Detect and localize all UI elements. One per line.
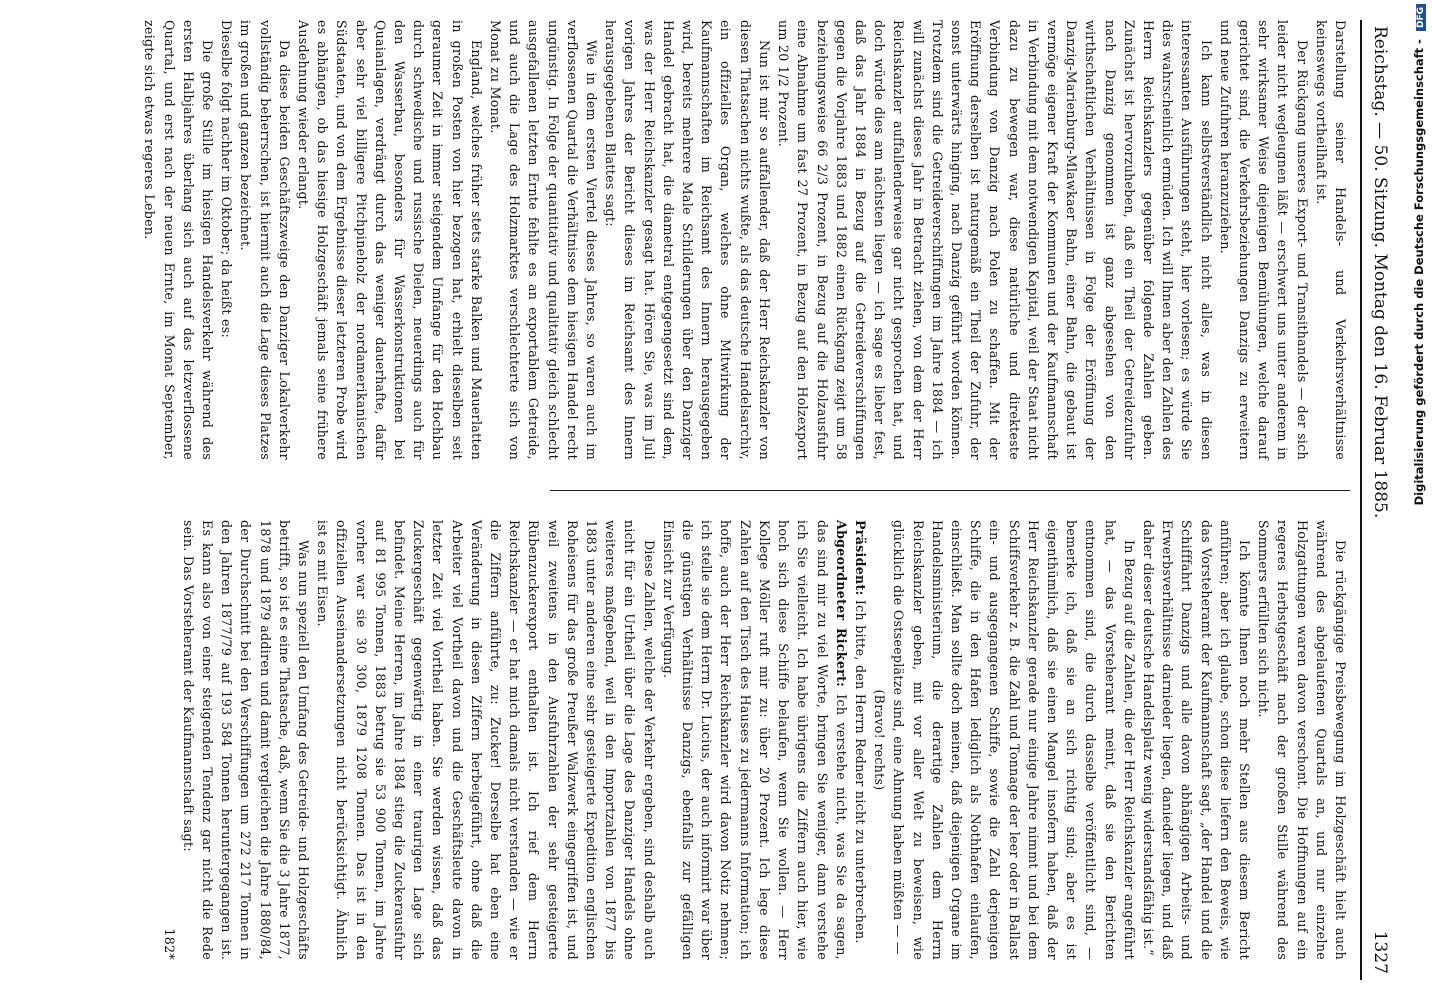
paragraph: Dieselbe folgt nachher im Oktober; da heißt es: bbox=[219, 20, 235, 339]
digitization-label bbox=[1406, 4, 1430, 994]
paragraph: Ich kann selbstverständlich nicht alles, was in diesen interessanten Ausführungen steht, hier vorlesen; es würde Sie dies wahrscheinlich ermüden. Ich will Ihnen aber den Zahlen des Herrn Reichskanzlers gegenüber folgende Zahlen geben. Zunächst ist hervorzuheben, daß ein Theil der Getreidezufuhr nach Danzig genommen ist ganz abgesehen von den wirthschaftlichen Verhältnissen in Folge der Eröffnung der Danzig-Marienburg-Mlawkaer Bahn, einer Bahn, die gebaut ist vermöge eigener Kraft der Kommunen und der Kaufmannschaft in Verbindung mit dem notwendigen Kapital, weil der Staat nicht dazu zu bewegen war, diese natürliche und direkteste Verbindung von Danzig nach Polen zu schaffen. Mit der Eröffnung derselben ist naturgemäß ein Theil der Zufuhr, der sonst unterwärts hinging, nach Danzig geführt worden können. Trotzdem sind die Getreideverschiffungen im Jahre 1884 — ich will zunächst dieses Jahr in Betracht ziehen, von dem der Herr Reichskanzler auffallenderweise gar nicht gesprochen hat, und doch würde dies am nächsten liegen — ich sage es lieber fest, daß das Jahr 1884 in Bezug auf die Getreideverschiffungen gegen die Vorjahre 1883 und 1882 einen Rückgang zeigt um 58 beziehungsweise 66 2/3 Prozent, in Bezug auf die Holzausfuhr eine Abnahme um fast 27 Prozent, in Bezug auf den Holzexport um 20 1/2 Prozent. bbox=[776, 20, 1214, 460]
page-header bbox=[1356, 20, 1396, 980]
paragraph: Diese Zahlen, welche der Verkehr ergeben, sind deshalb auch nicht für ein Urtheil über die Lage des Danziger Handels ohne weiteres maßgebend, weil in den Importzahlen von 1877 bis 1883 unter anderen eine sehr gesteigerte Expedition englischen Roheisens für das große Preußer Walzwerk eingegriffen ist, und weil zweitens in den Ausfuhrzahlen der sehr gesteigerte Rübenzuckerexport enthalten ist. Ich rief dem Herrn Reichskanzler — er hat mich damals nicht verstanden — wie er die Ziffern anführte, zu: Zucker! Derselbe hat eben eine Veränderung in diesen Ziffern herbeigeführt, ohne daß die Arbeiter viel Vortheil davon und die Geschäftsleute davon in letzter Zeit viel Vortheil haben. Sie werden wissen, daß das Zuckergeschäft gegenwärtig in einer traurigen Lage sich befindet. Meine Herren, im Jahre 1884 stieg die Zuckerausfuhr auf 81 995 Tonnen, 1883 betrug sie 53 900 Tonnen, im Jahre vorher war sie 30 300, 1879 1208 Tonnen. Das ist in den offiziellen Auseinandersetzungen nicht berücksichtigt. Ähnlich ist es mit Eisen. bbox=[315, 520, 657, 960]
speaker-text: Ich verstehe nicht, was Sie da sagen, das sind mir zu viel Worte, bringen Sie weniger, dann verstehe ich Sie vielleicht. Ich habe übrigens die Ziffern auch hier, wie hoch sich diese Schiffe belaufen, wenn Sie wollen. — Herr Kollege Möller ruft mir zu: über 20 Prozent. Ich lege diese Zahlen auf den Tisch des Hauses zu jedermanns Information; ich hoffe, auch der Herr Reichskanzler wird davon Notiz nehmen; ich stelle sie dem Herrn Dr. Lucius, der auch informirt war über die günstigen Verhältnisse Danzigs, ebenfalls zur gefälligen Einsicht zur Verfügung. bbox=[660, 520, 849, 960]
left-column bbox=[140, 20, 1350, 460]
paragraph: Nun ist mir so auffallender, daß der Herr Reichskanzler von diesen Thatsachen nichts wußte, als das deutsche Handelsarchiv, ein offizielles Organ, welches ohne Mitwirkung der Kaufmannschaften im Reichsamt des Innern herausgegeben wird, bereits mehrere Male Schilderungen über den Danziger Handel gebracht hat, die diametral entgegengesetzt sind dem, was der Herr Reichskanzler gesagt hat. Hören Sie, was im Juli vorigen Jahres der Bericht dieses im Reichsamt des Innern herausgegebenen Blattes sagt: bbox=[603, 20, 772, 460]
page-number: 1327 bbox=[1370, 930, 1390, 974]
paragraph: Ich könnte Ihnen noch mehr Stellen aus diesem Bericht anführen; aber ich glaube, schon diese liefern den Beweis, wie das Vorsteheramt der Kaufmannschaft sagt, „der Handel und die Schifffahrt Danzigs und alle davon abhängigen Arbeits- und Erwerbsverhältnisse darnieder liegen, danieder liegen, und daß daher dieser deutsche Handelsplatz wenig widerstandsfähig ist.“ bbox=[1140, 520, 1252, 960]
digitization-text: Digitalisierung gefördert durch die Deutsche Forschungsgemeinschaft - bbox=[1412, 39, 1426, 506]
speaker-text: Ich bitte, den Herrn Redner nicht zu unterbrechen. bbox=[852, 599, 868, 944]
applause-note: (Bravo! rechts) bbox=[872, 689, 888, 791]
paragraph: In Bezug auf die Zahlen, die der Herr Reichskanzler angeführt hat, — das Vorsteheramt meint, daß sie den Berichten entnommen sind, die durch dasselbe veröffentlicht sind, — bemerke ich, daß sie an sich richtig sind; aber es ist eigenthümlich, daß sie einen Mangel insofern haben, daß der Herr Reichskanzler gerade nur einige Jahre nimmt und bei dem Schiffsverkehr z. B. die Zahl und Tonnage der leer oder in Ballast ein- und ausgegangenen Schiffe, sowie die Zahl derjenigen Schiffe, die in den Hafen lediglich als Nothhafen einlaufen, einschließt. Man sollte doch meinen, daß diejenigen Organe im Handelsministerium, die derartige Zahlen dem Herrn Reichskanzler geben, mit vor aller Welt zu beweisen, wie glücklich die Ostseeplätze sind, eine Ahnung haben müßten — — bbox=[891, 520, 1137, 960]
quote-paragraph: Wie in dem ersten Viertel dieses Jahres, so waren auch im verflossenen Quartal die Verhältnisse dem hiesigen Handel recht ungünstig. In Folge der quantitativ und qualitativ gleich schlecht ausgefallenen letzten Ernte fehlte es an exportablem Getreide, und auch die Lage des Holzmarktes verschlechterte sich von Monat zu Monat. bbox=[488, 20, 600, 460]
paragraph: Darstellung seiner Handels- und Verkehrsverhältnisse keineswegs vortheilhaft ist. bbox=[1313, 20, 1348, 460]
quote-paragraph: Die rückgängige Preisbewegung im Holzgeschäft hielt auch während des abgelaufenen Quartals an, und nur einzelne Holzgattungen waren davon verschont. Die Hoffnungen auf ein regeres Herbstgeschäft nach der großen Stille während des Sommers erfüllten sich nicht. bbox=[1256, 520, 1348, 960]
speaker-paragraph bbox=[659, 520, 851, 960]
president-remark bbox=[851, 520, 870, 960]
signature-mark: 182* bbox=[161, 928, 177, 960]
right-column bbox=[159, 520, 1350, 960]
dfg-logo: DFG bbox=[1416, 4, 1426, 31]
header-title: Reichstag. — 50. Sitzung. Montag den 16. Februar 1885. bbox=[1370, 26, 1390, 519]
header-rule bbox=[1360, 20, 1362, 980]
quote-paragraph: England, welches früher stets starke Balken und Mauerlatten in großen Posten von hier bezogen hat, erhielt dieselben seit geraumer Zeit in immer steigendem Umfange für den Hochbau durch schwedische und russische Dielen, neuerdings auch für den Wasserbau, besonders für Wasserkonstruktionen bei Quaianlagen, verdrängt durch das weniger dauerhafte, dafür aber sehr viel billigere Pitchpineholz der nordamerikanischen Südstaaten, und von dem Ergebnisse dieser letzteren Probe wird es abhängen, ob das hiesige Holzgeschäft jemals seine frühere Ausdehnung wieder erlangt. bbox=[296, 20, 484, 460]
paragraph: Was nun speziell den Umfang des Getreide- und Holzgeschäfts betrifft, so ist es eine Thatsache, daß, wenn Sie die 3 Jahre 1877, 1878 und 1879 addiren und damit vergleichen die Jahre 1880/84, der Durchschnitt bei den Verschiffungen um 272 217 Tonnen in den Jahren 1877/79 auf 193 584 Tonnen heruntergegangen ist. Es kann also von einer steigenden Tendenz gar nicht die Rede sein. Das Vorsteheramt der Kaufmannschaft sagt: bbox=[180, 520, 312, 960]
speaker-name: Präsident: bbox=[852, 520, 868, 596]
speaker-name: Abgeordneter Rickert: bbox=[833, 520, 849, 688]
quote-paragraph: Da diese beiden Geschäftszweige den Danziger Lokalverkehr vollständig beherrschen, ist hiermit auch die Lage dieses Platzes im großen und ganzen bezeichnet. bbox=[238, 20, 292, 460]
column-divider bbox=[550, 490, 1350, 491]
paragraph: Der Rückgang unseres Export- und Transithandels — der sich leider nicht wegleugnen läßt — erschwert uns unter anderem in sehr wirksamer Weise diejenigen Bemühungen, welche darauf gerichtet sind, die Verkehrsbeziehungen Danzigs zu erweitern und neue Zufuhren heranzuziehen. bbox=[1217, 20, 1310, 460]
quote-paragraph: Die große Stille im hiesigen Handelsverkehr während des ersten Halbjahres überlang sich auch auf das letzverflossene Quartal, und erst nach der neuen Ernte, im Monat September, zeigte sich etwas regeres Leben. bbox=[142, 20, 216, 460]
document-page bbox=[36, 20, 1396, 980]
